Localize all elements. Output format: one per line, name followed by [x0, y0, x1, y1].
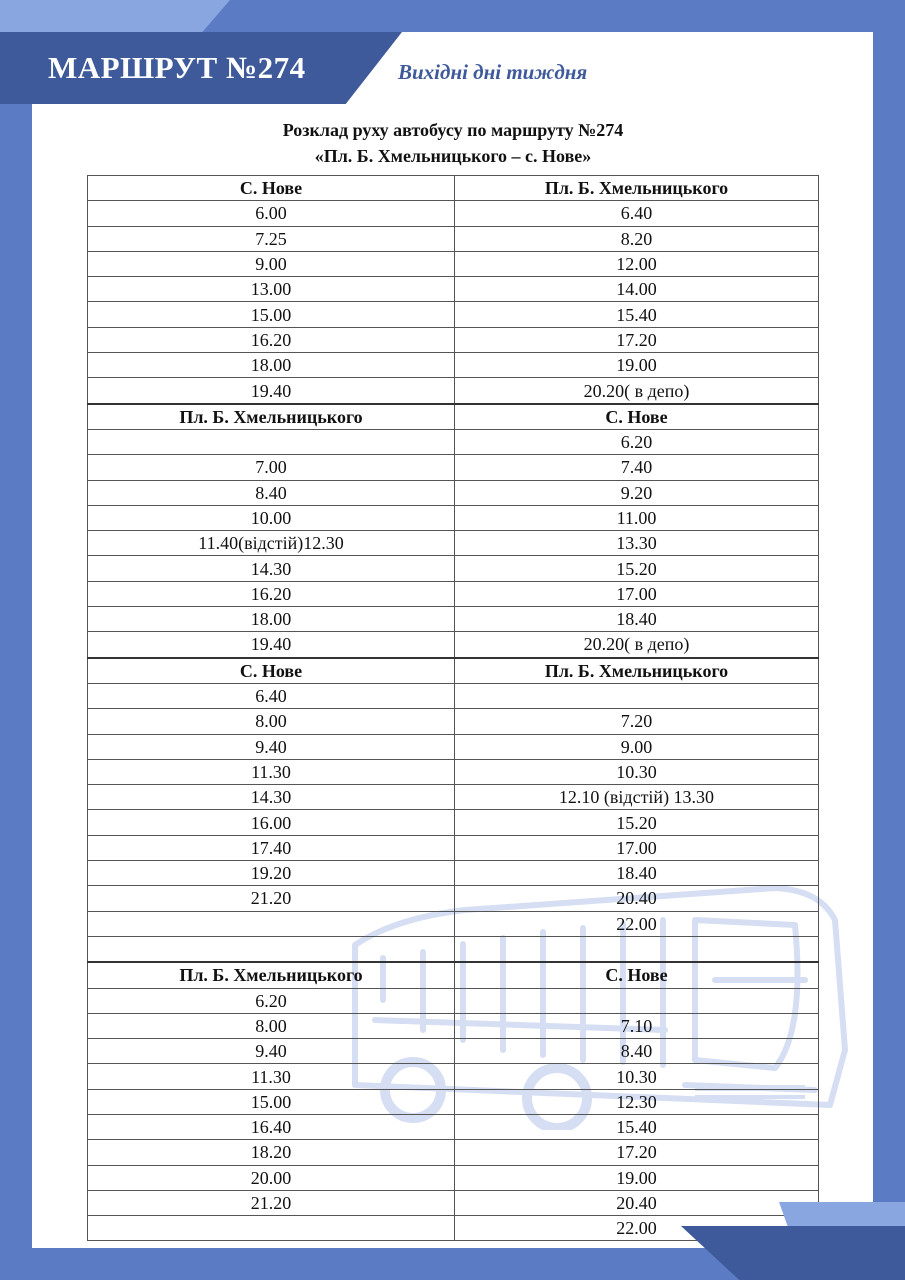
departure-time-cell: 21.20 — [88, 1190, 455, 1215]
arrival-stop-header: Пл. Б. Хмельницького — [455, 176, 819, 201]
arrival-time-cell: 12.10 (відстій) 13.30 — [455, 785, 819, 810]
route-name-heading: «Пл. Б. Хмельницького – с. Нове» — [314, 146, 592, 166]
departure-time-cell: 10.00 — [88, 505, 455, 530]
table-row — [88, 556, 819, 581]
departure-time-cell: 11.30 — [88, 1064, 455, 1089]
arrival-time-cell: 7.20 — [455, 709, 819, 734]
schedule-table — [87, 175, 819, 1241]
section-header-row — [88, 176, 819, 201]
arrival-time-cell: 10.30 — [455, 1064, 819, 1089]
section-header-row — [88, 962, 819, 988]
table-row — [88, 632, 819, 658]
table-row — [88, 1013, 819, 1038]
departure-time-cell: 18.00 — [88, 353, 455, 378]
arrival-time-cell: 17.00 — [455, 581, 819, 606]
arrival-time-cell: 20.40 — [455, 1190, 819, 1215]
table-row — [88, 277, 819, 302]
arrival-time-cell: 6.20 — [455, 429, 819, 454]
arrival-stop-header: С. Нове — [455, 404, 819, 430]
arrival-time-cell: 19.00 — [455, 1165, 819, 1190]
departure-time-cell: 21.20 — [88, 886, 455, 911]
arrival-time-cell: 13.30 — [455, 531, 819, 556]
arrival-time-cell: 8.20 — [455, 226, 819, 251]
departure-stop-header: С. Нове — [88, 176, 455, 201]
arrival-time-cell: 20.20( в депо) — [455, 632, 819, 658]
departure-time-cell: 7.00 — [88, 455, 455, 480]
departure-time-cell: 11.30 — [88, 759, 455, 784]
departure-time-cell: 19.20 — [88, 861, 455, 886]
arrival-time-cell: 22.00 — [455, 911, 819, 936]
table-row — [88, 861, 819, 886]
departure-stop-header: Пл. Б. Хмельницького — [88, 404, 455, 430]
departure-time-cell: 19.40 — [88, 378, 455, 404]
table-row — [88, 709, 819, 734]
departure-time-cell: 6.00 — [88, 201, 455, 226]
departure-time-cell — [88, 936, 455, 962]
departure-time-cell: 16.20 — [88, 581, 455, 606]
section-header-row — [88, 404, 819, 430]
arrival-time-cell: 20.40 — [455, 886, 819, 911]
table-row — [88, 683, 819, 708]
arrival-time-cell: 12.30 — [455, 1089, 819, 1114]
table-row — [88, 1039, 819, 1064]
arrival-time-cell — [455, 683, 819, 708]
arrival-stop-header: С. Нове — [455, 962, 819, 988]
departure-time-cell: 6.20 — [88, 988, 455, 1013]
arrival-time-cell: 15.40 — [455, 302, 819, 327]
arrival-time-cell: 7.40 — [455, 455, 819, 480]
table-row — [88, 1064, 819, 1089]
departure-time-cell: 9.00 — [88, 251, 455, 276]
arrival-time-cell: 14.00 — [455, 277, 819, 302]
departure-time-cell: 20.00 — [88, 1165, 455, 1190]
departure-time-cell: 15.00 — [88, 302, 455, 327]
route-title: МАРШРУТ №274 — [48, 50, 306, 85]
arrival-time-cell: 11.00 — [455, 505, 819, 530]
arrival-time-cell: 9.20 — [455, 480, 819, 505]
arrival-time-cell — [455, 936, 819, 962]
departure-time-cell: 8.00 — [88, 709, 455, 734]
departure-time-cell: 18.00 — [88, 607, 455, 632]
arrival-time-cell: 10.30 — [455, 759, 819, 784]
table-row — [88, 429, 819, 454]
arrival-time-cell: 22.00 — [455, 1216, 819, 1241]
table-row — [88, 835, 819, 860]
arrival-time-cell: 7.10 — [455, 1013, 819, 1038]
departure-stop-header: Пл. Б. Хмельницького — [88, 962, 455, 988]
table-row — [88, 785, 819, 810]
departure-time-cell: 17.40 — [88, 835, 455, 860]
table-row — [88, 1140, 819, 1165]
arrival-time-cell: 20.20( в депо) — [455, 378, 819, 404]
arrival-time-cell: 17.20 — [455, 1140, 819, 1165]
schedule-heading: Розклад руху автобусу по маршруту №274 — [282, 120, 624, 140]
departure-time-cell: 6.40 — [88, 683, 455, 708]
departure-time-cell: 7.25 — [88, 226, 455, 251]
table-row — [88, 1190, 819, 1215]
arrival-time-cell: 9.00 — [455, 734, 819, 759]
departure-time-cell: 18.20 — [88, 1140, 455, 1165]
arrival-time-cell: 15.40 — [455, 1114, 819, 1139]
departure-time-cell: 9.40 — [88, 1039, 455, 1064]
arrival-time-cell: 17.20 — [455, 327, 819, 352]
departure-time-cell: 14.30 — [88, 785, 455, 810]
table-row — [88, 505, 819, 530]
table-row — [88, 886, 819, 911]
departure-time-cell: 15.00 — [88, 1089, 455, 1114]
departure-time-cell — [88, 429, 455, 454]
arrival-time-cell: 8.40 — [455, 1039, 819, 1064]
table-row — [88, 455, 819, 480]
table-row — [88, 226, 819, 251]
table-row — [88, 759, 819, 784]
table-row — [88, 480, 819, 505]
departure-time-cell: 9.40 — [88, 734, 455, 759]
departure-time-cell: 8.00 — [88, 1013, 455, 1038]
table-row — [88, 988, 819, 1013]
table-row — [88, 531, 819, 556]
corner-decoration-top — [0, 0, 230, 32]
table-row — [88, 1089, 819, 1114]
arrival-time-cell: 12.00 — [455, 251, 819, 276]
table-row — [88, 251, 819, 276]
departure-time-cell: 13.00 — [88, 277, 455, 302]
departure-time-cell: 16.00 — [88, 810, 455, 835]
arrival-stop-header: Пл. Б. Хмельницького — [455, 658, 819, 684]
arrival-time-cell: 19.00 — [455, 353, 819, 378]
table-row — [88, 911, 819, 936]
table-row — [88, 1165, 819, 1190]
table-row — [88, 353, 819, 378]
departure-time-cell — [88, 1216, 455, 1241]
departure-time-cell: 19.40 — [88, 632, 455, 658]
table-row — [88, 302, 819, 327]
arrival-time-cell: 6.40 — [455, 201, 819, 226]
table-row — [88, 581, 819, 606]
table-row — [88, 810, 819, 835]
arrival-time-cell: 18.40 — [455, 861, 819, 886]
departure-time-cell: 16.20 — [88, 327, 455, 352]
day-type-subtitle: Вихідні дні тиждня — [398, 60, 588, 84]
arrival-time-cell: 18.40 — [455, 607, 819, 632]
table-row — [88, 936, 819, 962]
departure-time-cell: 8.40 — [88, 480, 455, 505]
section-header-row — [88, 658, 819, 684]
table-row — [88, 201, 819, 226]
table-row — [88, 1114, 819, 1139]
arrival-time-cell: 15.20 — [455, 556, 819, 581]
departure-stop-header: С. Нове — [88, 658, 455, 684]
departure-time-cell: 16.40 — [88, 1114, 455, 1139]
table-row — [88, 327, 819, 352]
departure-time-cell: 14.30 — [88, 556, 455, 581]
arrival-time-cell — [455, 988, 819, 1013]
table-row — [88, 607, 819, 632]
table-row — [88, 378, 819, 404]
table-row — [88, 734, 819, 759]
departure-time-cell — [88, 911, 455, 936]
arrival-time-cell: 17.00 — [455, 835, 819, 860]
corner-decoration-bottom-dark — [681, 1226, 905, 1280]
arrival-time-cell: 15.20 — [455, 810, 819, 835]
departure-time-cell: 11.40(відстій)12.30 — [88, 531, 455, 556]
